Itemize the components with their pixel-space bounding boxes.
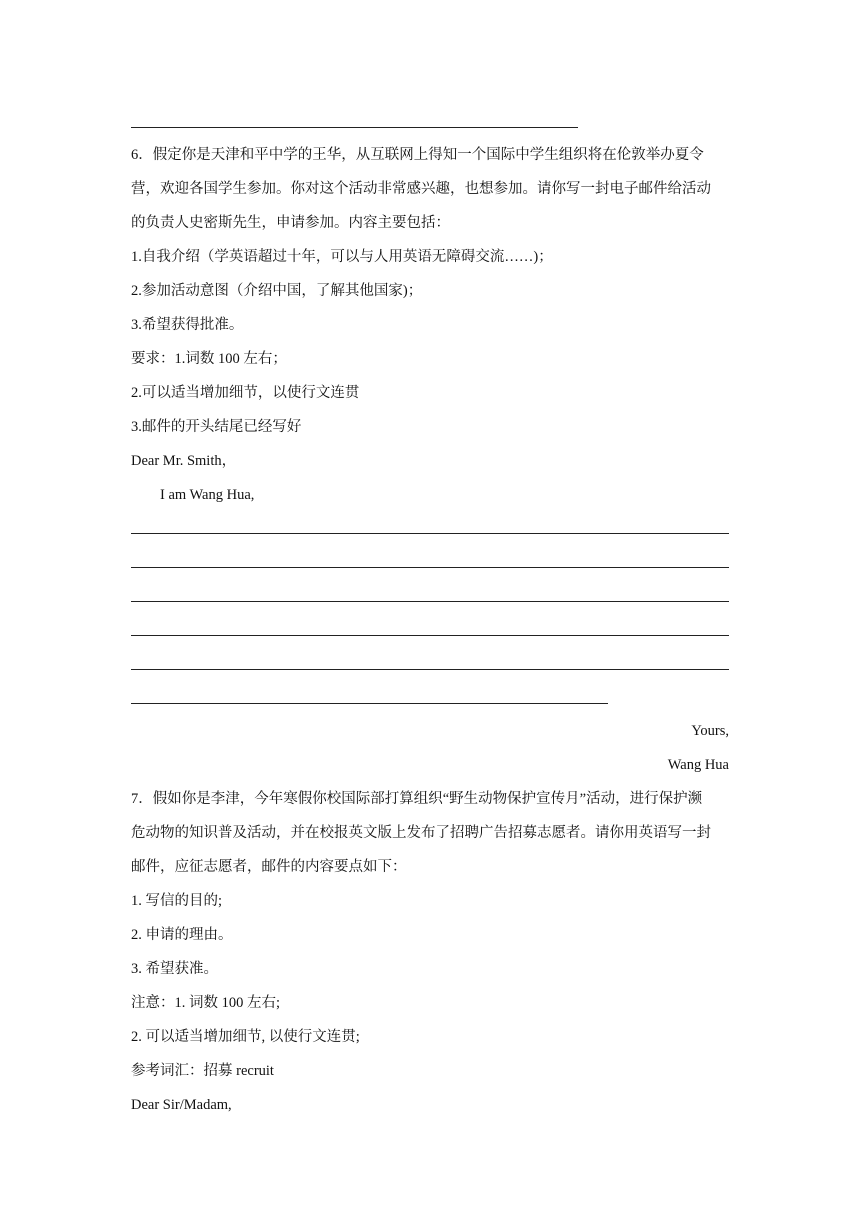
q7-prompt-line-3: 邮件，应征志愿者，邮件的内容要点如下：	[131, 859, 407, 875]
answer-line	[131, 601, 729, 602]
q7-salutation: Dear Sir/Madam,	[131, 1097, 232, 1113]
q6-prompt-line-3: 的负责人史密斯先生，申请参加。内容主要包括：	[131, 215, 450, 231]
q7-prompt-line-2: 危动物的知识普及活动，并在校报英文版上发布了招聘广告招募志愿者。请你用英语写一封	[131, 825, 711, 841]
q7-note-2: 2. 可以适当增加细节, 以使行文连贯;	[131, 1029, 360, 1045]
answer-line	[131, 567, 729, 568]
q6-requirement-1: 要求：1.词数 100 左右；	[131, 351, 287, 367]
q7-vocabulary: 参考词汇：招募 recruit	[131, 1063, 274, 1079]
q6-prompt-line-1: 6．假定你是天津和平中学的王华，从互联网上得知一个国际中学生组织将在伦敦举办夏令	[131, 147, 704, 163]
q7-point-1: 1. 写信的目的;	[131, 893, 223, 909]
q6-requirement-2: 2.可以适当增加细节，以使行文连贯	[131, 385, 360, 401]
answer-line	[131, 703, 608, 704]
q7-note-1: 注意：1. 词数 100 左右;	[131, 995, 281, 1011]
q7-point-2: 2. 申请的理由。	[131, 927, 233, 943]
q6-requirement-3: 3.邮件的开头结尾已经写好	[131, 419, 302, 435]
q6-signature: Wang Hua	[667, 757, 729, 773]
q6-opening-sentence: I am Wang Hua,	[160, 487, 255, 503]
q6-salutation: Dear Mr. Smith，	[131, 453, 237, 469]
q6-point-2: 2.参加活动意图（介绍中国，了解其他国家)；	[131, 283, 423, 299]
answer-line	[131, 635, 729, 636]
q7-point-3: 3. 希望获准。	[131, 961, 218, 977]
q6-point-1: 1.自我介绍（学英语超过十年，可以与人用英语无障碍交流……)；	[131, 249, 553, 265]
answer-line	[131, 669, 729, 670]
q6-closing: Yours,	[691, 723, 729, 739]
q7-prompt-line-1: 7．假如你是李津，今年寒假你校国际部打算组织“野生动物保护宣传月”活动，进行保护濒	[131, 791, 703, 807]
answer-line	[131, 533, 729, 534]
answer-line	[131, 127, 578, 128]
q6-point-3: 3.希望获得批准。	[131, 317, 244, 333]
q6-prompt-line-2: 营，欢迎各国学生参加。你对这个活动非常感兴趣，也想参加。请你写一封电子邮件给活动	[131, 181, 711, 197]
